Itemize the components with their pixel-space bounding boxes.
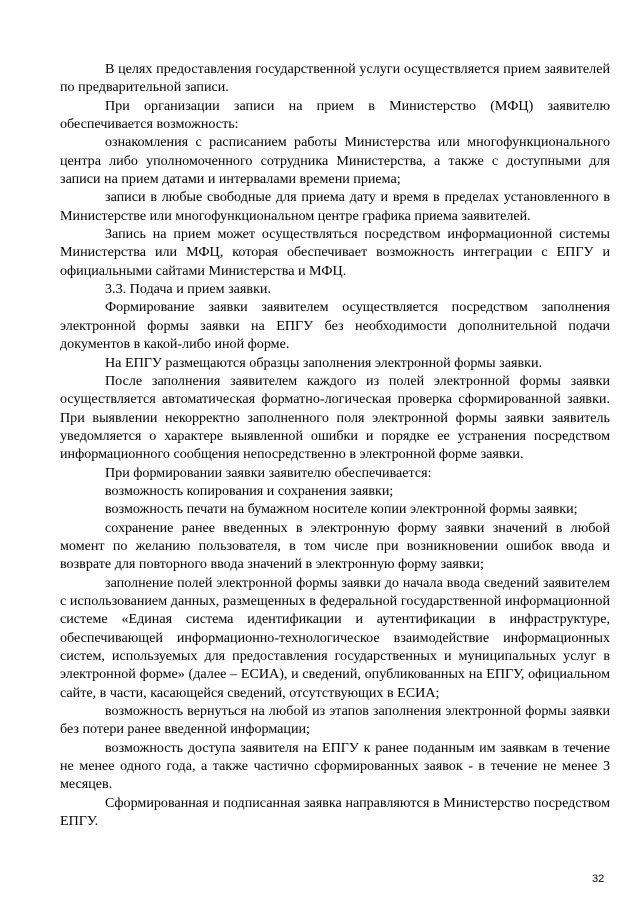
paragraph-submission: Сформированная и подписанная заявка направляются в Министерство посредством ЕПГУ. <box>60 794 610 830</box>
paragraph-save-values: сохранение ранее введенных в электронную форму заявки значений в любой момент по желанию пользователя, в том числе при возникновении ошибок ввода и возврате для повторного ввода значений в электронную форму заявки; <box>60 519 610 573</box>
page-number: 32 <box>592 873 605 885</box>
paragraph-booking-system: Запись на прием может осуществляться посредством информационной системы Министерства или МФЦ, которая обеспечивает возможность интеграции с ЕПГУ и официальными сайтами Министерства и МФЦ. <box>60 226 610 279</box>
document-body <box>60 60 610 830</box>
paragraph-form-samples: На ЕПГУ размещаются образцы заполнения электронной формы заявки. <box>105 354 543 371</box>
paragraph-free-slot-booking: записи в любые свободные для приема дату и время в пределах установленного в Министерстве или многофункциональном центре графика приема заявителей. <box>60 189 610 224</box>
paragraph-appointment-intro: В целях предоставления государственной услуги осуществляется прием заявителей по предварительной записи. <box>60 61 610 96</box>
paragraph-print-copy: возможность печати на бумажном носителе копии электронной формы заявки; <box>105 501 578 518</box>
paragraph-return-to-step: возможность вернуться на любой из этапов заполнения электронной формы заявки без потери ранее введенной информации; <box>60 703 610 738</box>
paragraph-copy-save: возможность копирования и сохранения заявки; <box>105 482 394 499</box>
paragraph-application-forming: Формирование заявки заявителем осуществляется посредством заполнения электронной формы заявки на ЕПГУ без необходимости дополнительной подачи документов в какой-либо иной форме. <box>60 299 610 353</box>
paragraph-format-check: После заполнения заявителем каждого из полей электронной формы заявки осуществляется автоматическая форматно-логическая проверка сформированной заявки. При выявлении некорректно заполненного поля электронной формы заявки заявитель уведомляется о характере выявленной ошибки и порядке ее устранения посредством информационного сообщения непосредственно в электронной форме заявки. <box>60 372 610 463</box>
paragraph-provided-features: При формировании заявки заявителю обеспечивается: <box>105 464 432 481</box>
paragraph-access-history: возможность доступа заявителя на ЕПГУ к ранее поданным им заявкам в течение не менее одного года, а также частично сформированных заявок - в течение не менее 3 месяцев. <box>60 739 610 793</box>
paragraph-appointment-options: При организации записи на прием в Министерство (МФЦ) заявителю обеспечивается возможность: <box>60 97 610 133</box>
section-heading-3-3: 3.3. Подача и прием заявки. <box>105 281 271 298</box>
paragraph-esia-autofill: заполнение полей электронной формы заявки до начала ввода сведений заявителем с использованием данных, размещенных в федеральной государственной информационной системе «Единая система идентификации и аутентификации в инфраструктуре, обеспечивающей информационно-технологическое взаимодействие информационных систем, используемых для предоставления государственных и муниципальных услуг в электронной форме» (далее – ЕСИА), и сведений, опубликованных на ЕПГУ, официальном сайте, в части, касающейся сведений, отсутствующих в ЕСИА; <box>60 574 610 701</box>
paragraph-schedule-review: ознакомления с расписанием работы Министерства или многофункционального центра либо уполномоченного сотрудника Министерства, а также с доступными для записи на прием датами и интервалами времени приема; <box>60 134 610 188</box>
